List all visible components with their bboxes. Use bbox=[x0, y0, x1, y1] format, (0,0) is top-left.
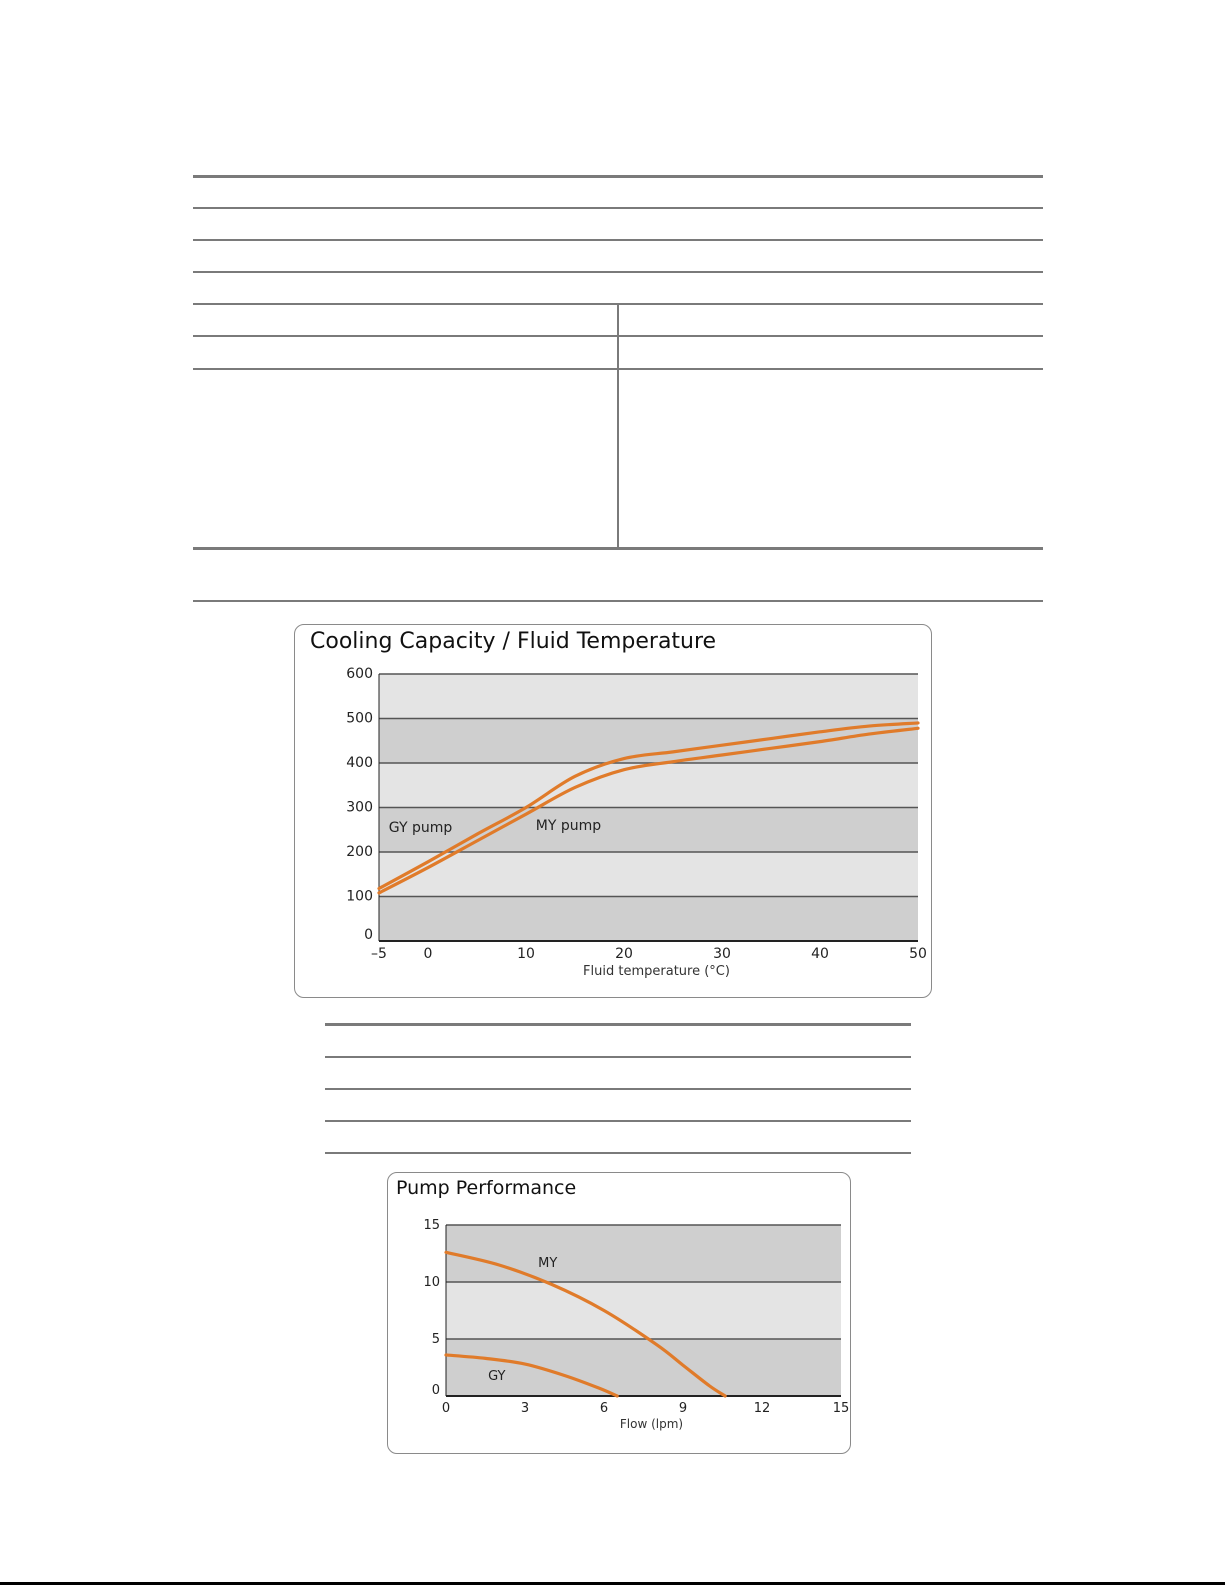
plot-band bbox=[379, 852, 918, 897]
table-rule bbox=[325, 1088, 911, 1090]
plot-band bbox=[446, 1339, 841, 1396]
plot-band bbox=[379, 897, 918, 942]
plot-band bbox=[379, 719, 918, 764]
cooling-capacity-chart bbox=[294, 624, 932, 998]
x-tick-label: 6 bbox=[599, 1401, 609, 1416]
x-axis-label: Fluid temperature (°C) bbox=[583, 964, 730, 979]
x-tick-label: 0 bbox=[423, 946, 433, 962]
table-rule bbox=[325, 1023, 911, 1026]
pump-performance-plot bbox=[388, 1173, 852, 1455]
plot-band bbox=[379, 674, 918, 719]
cooling-capacity-plot bbox=[295, 625, 933, 999]
table-rule bbox=[325, 1152, 911, 1154]
y-tick-label: 400 bbox=[346, 755, 373, 771]
plot-band bbox=[446, 1225, 841, 1282]
table-column-divider bbox=[617, 303, 619, 549]
series-annotation: MY bbox=[538, 1256, 558, 1272]
y-tick-label: 0 bbox=[431, 1383, 440, 1398]
table-rule bbox=[193, 207, 1043, 209]
x-tick-label: 50 bbox=[909, 946, 927, 962]
plot-band bbox=[379, 763, 918, 808]
x-tick-label: 3 bbox=[520, 1401, 530, 1416]
y-tick-label: 100 bbox=[346, 888, 373, 905]
table-rule bbox=[193, 175, 1043, 178]
x-tick-label: 10 bbox=[517, 946, 535, 962]
chart-title: Pump Performance bbox=[396, 1177, 577, 1199]
x-tick-label: 12 bbox=[753, 1401, 771, 1416]
table-rule bbox=[325, 1056, 911, 1058]
y-tick-label: 300 bbox=[346, 799, 373, 816]
table-rule bbox=[325, 1120, 911, 1122]
x-axis-label: Flow (lpm) bbox=[619, 1417, 684, 1431]
x-tick-label: 40 bbox=[811, 946, 829, 962]
x-tick-label: 20 bbox=[615, 946, 633, 962]
x-tick-label: 15 bbox=[832, 1401, 850, 1416]
table-rule bbox=[193, 600, 1043, 602]
x-tick-label: 9 bbox=[678, 1401, 688, 1416]
y-tick-label: 0 bbox=[364, 927, 373, 943]
y-tick-label: 5 bbox=[431, 1332, 440, 1347]
pump-performance-chart bbox=[387, 1172, 851, 1454]
table-rule bbox=[193, 239, 1043, 241]
plot-band bbox=[446, 1282, 841, 1339]
y-tick-label: 15 bbox=[423, 1218, 440, 1233]
y-tick-label: 500 bbox=[346, 710, 373, 727]
series-annotation: GY pump bbox=[388, 819, 453, 836]
series-annotation: GY bbox=[488, 1369, 506, 1385]
x-tick-label: 30 bbox=[713, 946, 731, 962]
y-tick-label: 200 bbox=[346, 844, 373, 860]
series-annotation: MY pump bbox=[535, 817, 602, 834]
table-rule bbox=[193, 271, 1043, 273]
x-tick-label: 0 bbox=[441, 1401, 451, 1416]
y-tick-label: 10 bbox=[423, 1275, 440, 1290]
chart-title: Cooling Capacity / Fluid Temperature bbox=[310, 629, 717, 654]
x-tick-label: –5 bbox=[371, 946, 387, 962]
y-tick-label: 600 bbox=[346, 666, 373, 682]
